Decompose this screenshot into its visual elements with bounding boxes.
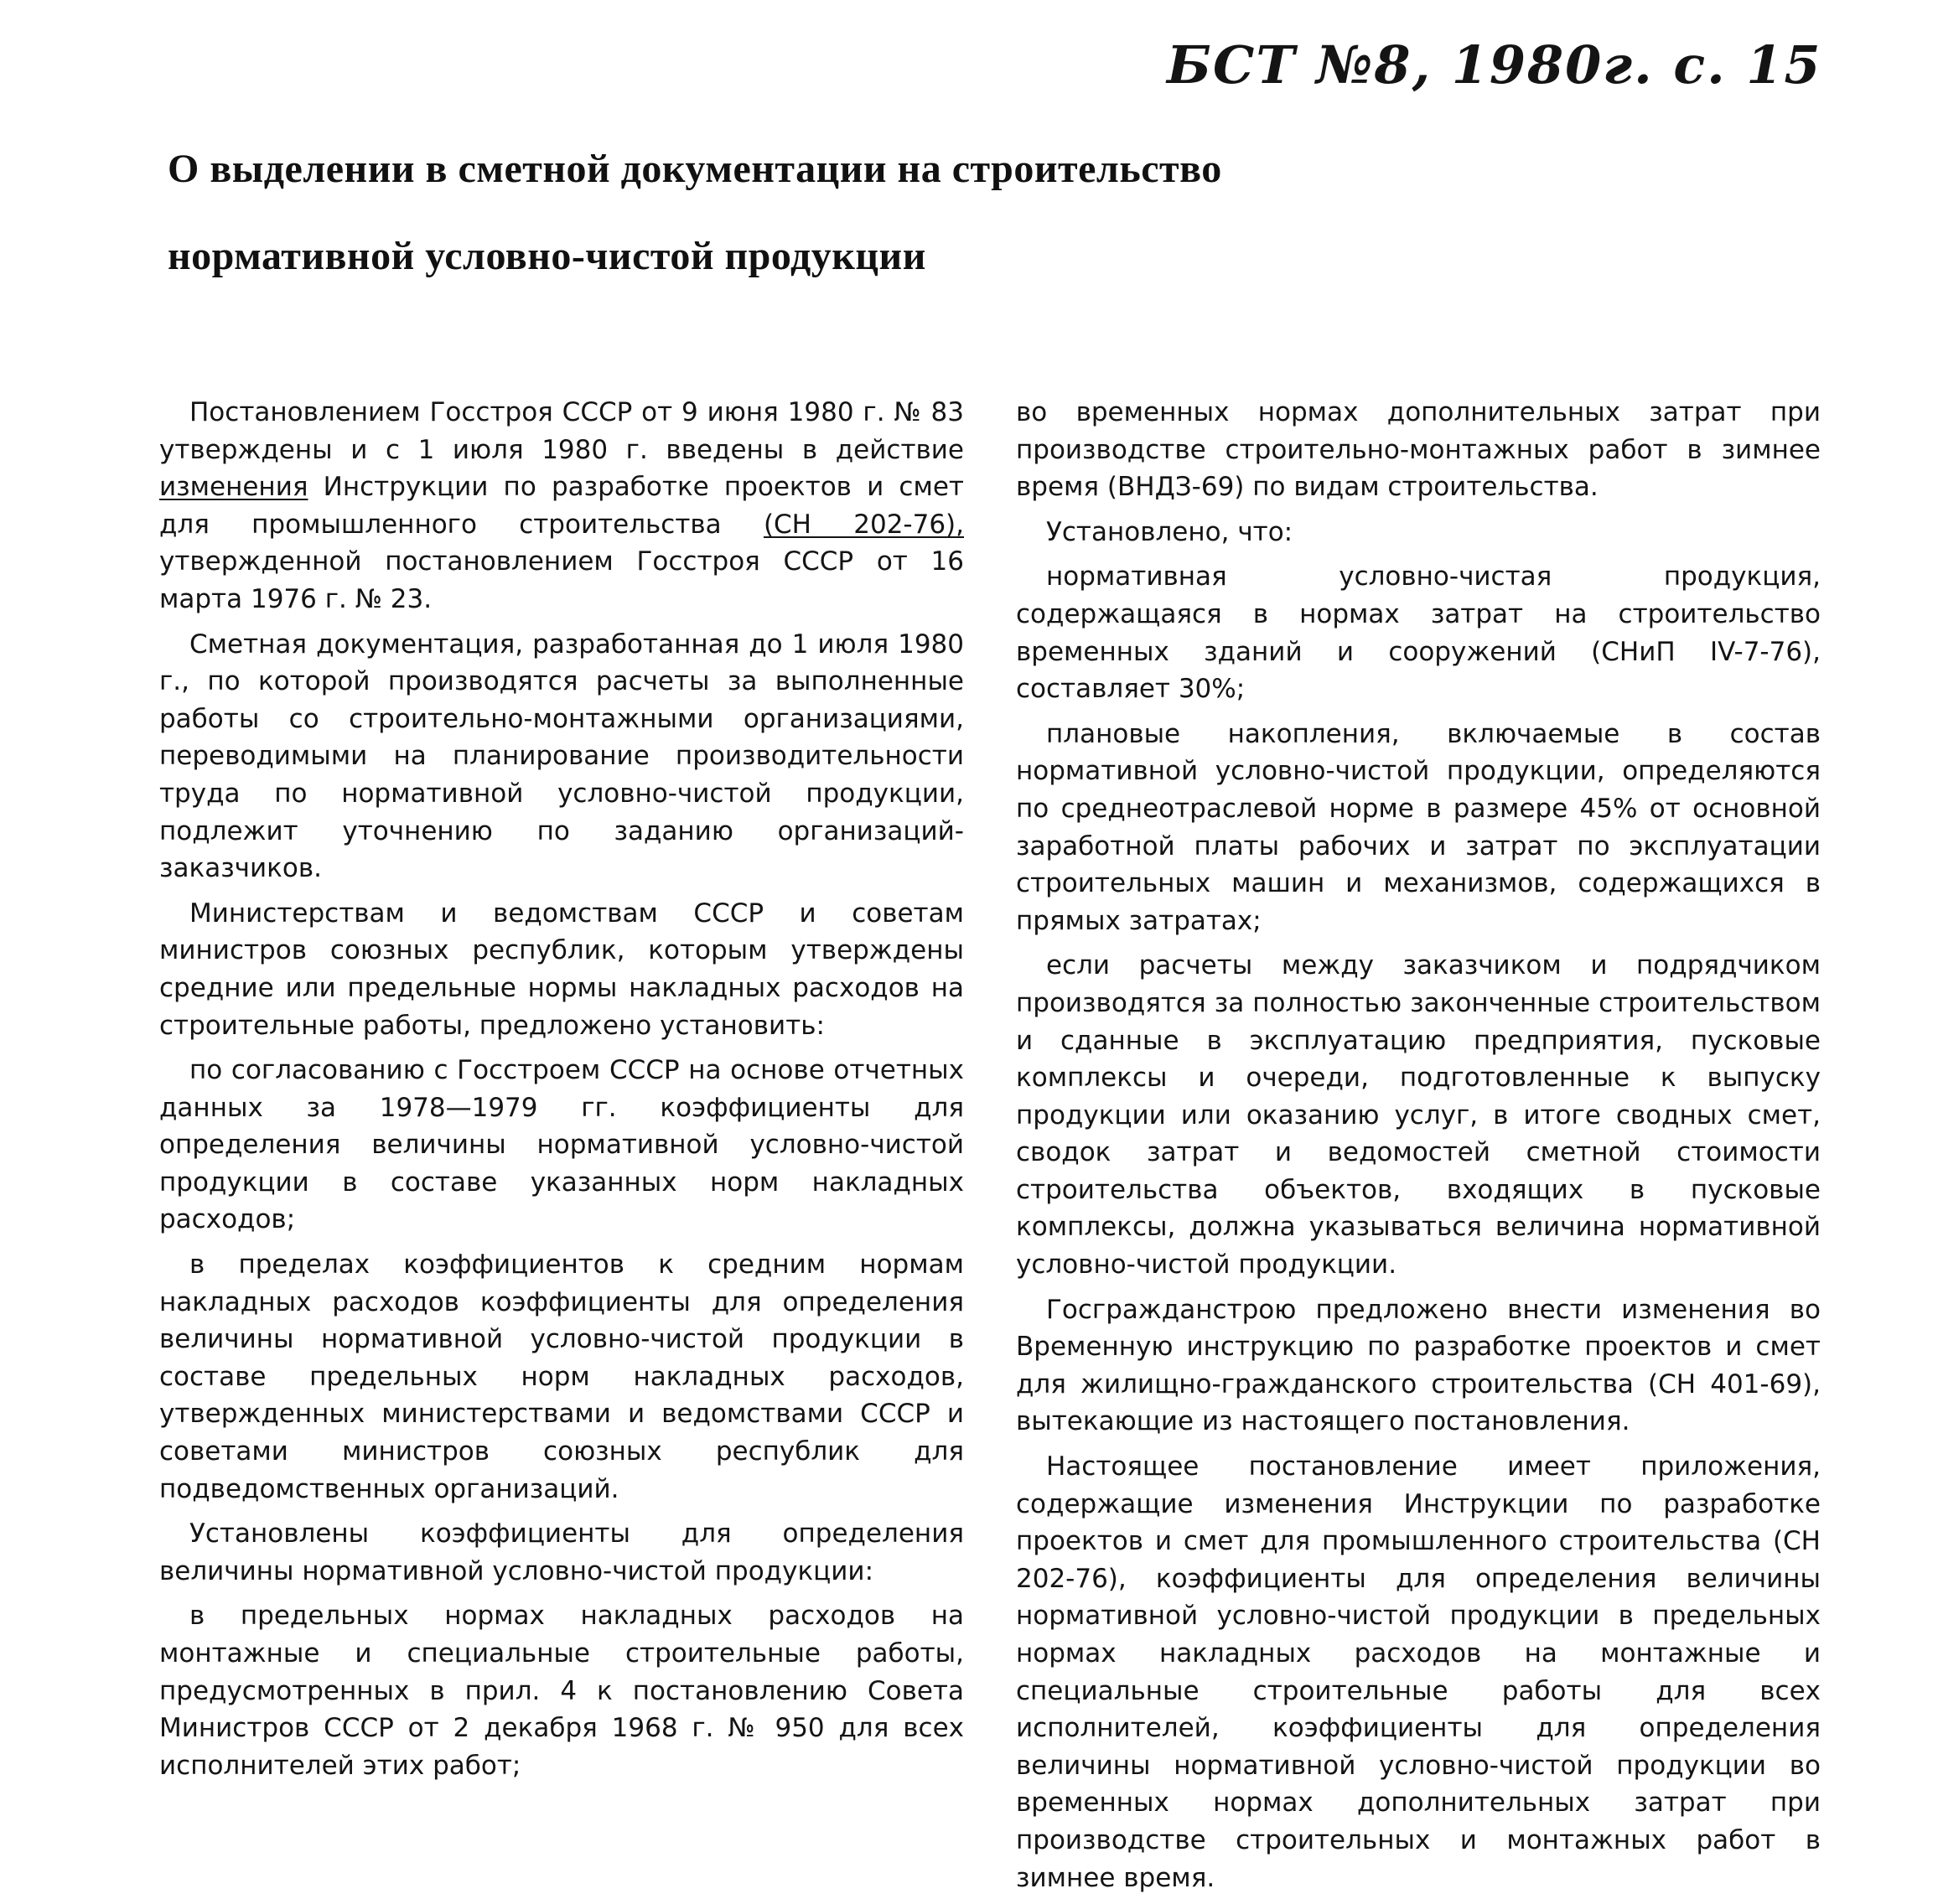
paragraph: в предельных нормах накладных расходов на монтажные и специальные строительные работы, предусмотренных в прил. 4 к постановлению Совета Министров СССР от 2 декабря 1968 г. № 950 для всех исполнителей этих работ;	[159, 1601, 964, 1781]
left-column	[159, 394, 964, 1792]
paragraph: в пределах коэффициентов к средним нормам накладных расходов коэффициенты для определения величины нормативной условно-чистой продукции в составе предельных норм накладных расходов, утвержденных министерствами и ведомствами СССР и советами министров союзных республик для подведомственных организаций.	[159, 1250, 964, 1504]
underlined-text: (СН 202-76),	[763, 509, 964, 540]
title-line-2: нормативной условно-чистой продукции	[168, 234, 926, 278]
paragraph: нормативная условно-чистая продукция, содержащаяся в нормах затрат на строительство временных зданий и сооружений (СНиП IV-7-76), составляет 30%;	[1016, 561, 1821, 705]
paragraph: Настоящее постановление имеет приложения, содержащие изменения Инструкции по разработке проектов и смет для промышленного строительства (СН 202-76), коэффициенты для определения величины нормативной условно-чистой продукции в предельных нормах накладных расходов на монтажные и специальные строительные работы для всех исполнителей, коэффициенты для определения величины нормативной условно-чистой продукции во временных нормах дополнительных затрат при производстве строительных и монтажных работ в зимнее время.	[1016, 1451, 1821, 1893]
paragraph: Сметная документация, разработанная до 1 июля 1980 г., по которой производятся расчеты за выполненные работы со строительно-монтажными организациями, переводимыми на планирование производительности труда по нормативной условно-чистой продукции, подлежит уточнению по заданию организаций-заказчиков.	[159, 629, 964, 884]
text-run: Инструкции по разработке проектов и смет для промышленного строительства	[159, 472, 964, 540]
paragraph: плановые накопления, включаемые в состав нормативной условно-чистой продукции, определяются по среднеотраслевой норме в размере 45% от основной заработной платы рабочих и затрат по эксплуатации строительных машин и механизмов, содержащихся в прямых затратах;	[1016, 718, 1821, 936]
paragraph: Установлены коэффициенты для определения величины нормативной условно-чистой продукции:	[159, 1519, 964, 1586]
paragraph: во временных нормах дополнительных затрат при производстве строительно-монтажных работ в зимнее время (ВНДЗ-69) по видам строительства.	[1016, 397, 1821, 503]
handwritten-reference-note: БСТ №8, 1980г. с. 15	[1167, 34, 1822, 96]
underlined-text: изменения	[159, 472, 308, 503]
paragraph: Министерствам и ведомствам СССР и советам министров союзных республик, которым утверждены средние или предельные нормы накладных расходов на строительные работы, предложено установить:	[159, 898, 964, 1041]
paragraph	[159, 394, 964, 618]
paragraph: Установлено, что:	[1046, 516, 1293, 547]
paragraph: по согласованию с Госстроем СССР на основе отчетных данных за 1978—1979 гг. коэффициенты для определения величины нормативной условно-чистой продукции в составе указанных норм накладных расходов;	[159, 1055, 964, 1235]
text-run: Постановлением Госстроя СССР от 9 июня 1980 г. № 83 утверждены и с 1 июля 1980 г. введены в действие	[159, 397, 964, 465]
document-title	[168, 126, 1542, 300]
paragraph: Госгражданстрою предложено внести изменения во Временную инструкцию по разработке проектов и смет для жилищно-гражданского строительства (СН 401-69), вытекающие из настоящего постановления.	[1016, 1294, 1821, 1437]
text-run: утвержденной постановлением Госстроя СССР от 16 марта 1976 г. № 23.	[159, 546, 964, 614]
paragraph: если расчеты между заказчиком и подрядчиком производятся за полностью законченные строительством и сданные в эксплуатацию предприятия, пусковые комплексы и очереди, подготовленные к выпуску продукции или оказанию услуг, в итоге сводных смет, сводок затрат и ведомостей сметной стоимости строительства объектов, входящих в пусковые комплексы, должна указываться величина нормативной условно-чистой продукции.	[1016, 950, 1821, 1281]
right-column	[1016, 394, 1821, 1904]
title-line-1: О выделении в сметной документации на строительство	[168, 147, 1222, 191]
